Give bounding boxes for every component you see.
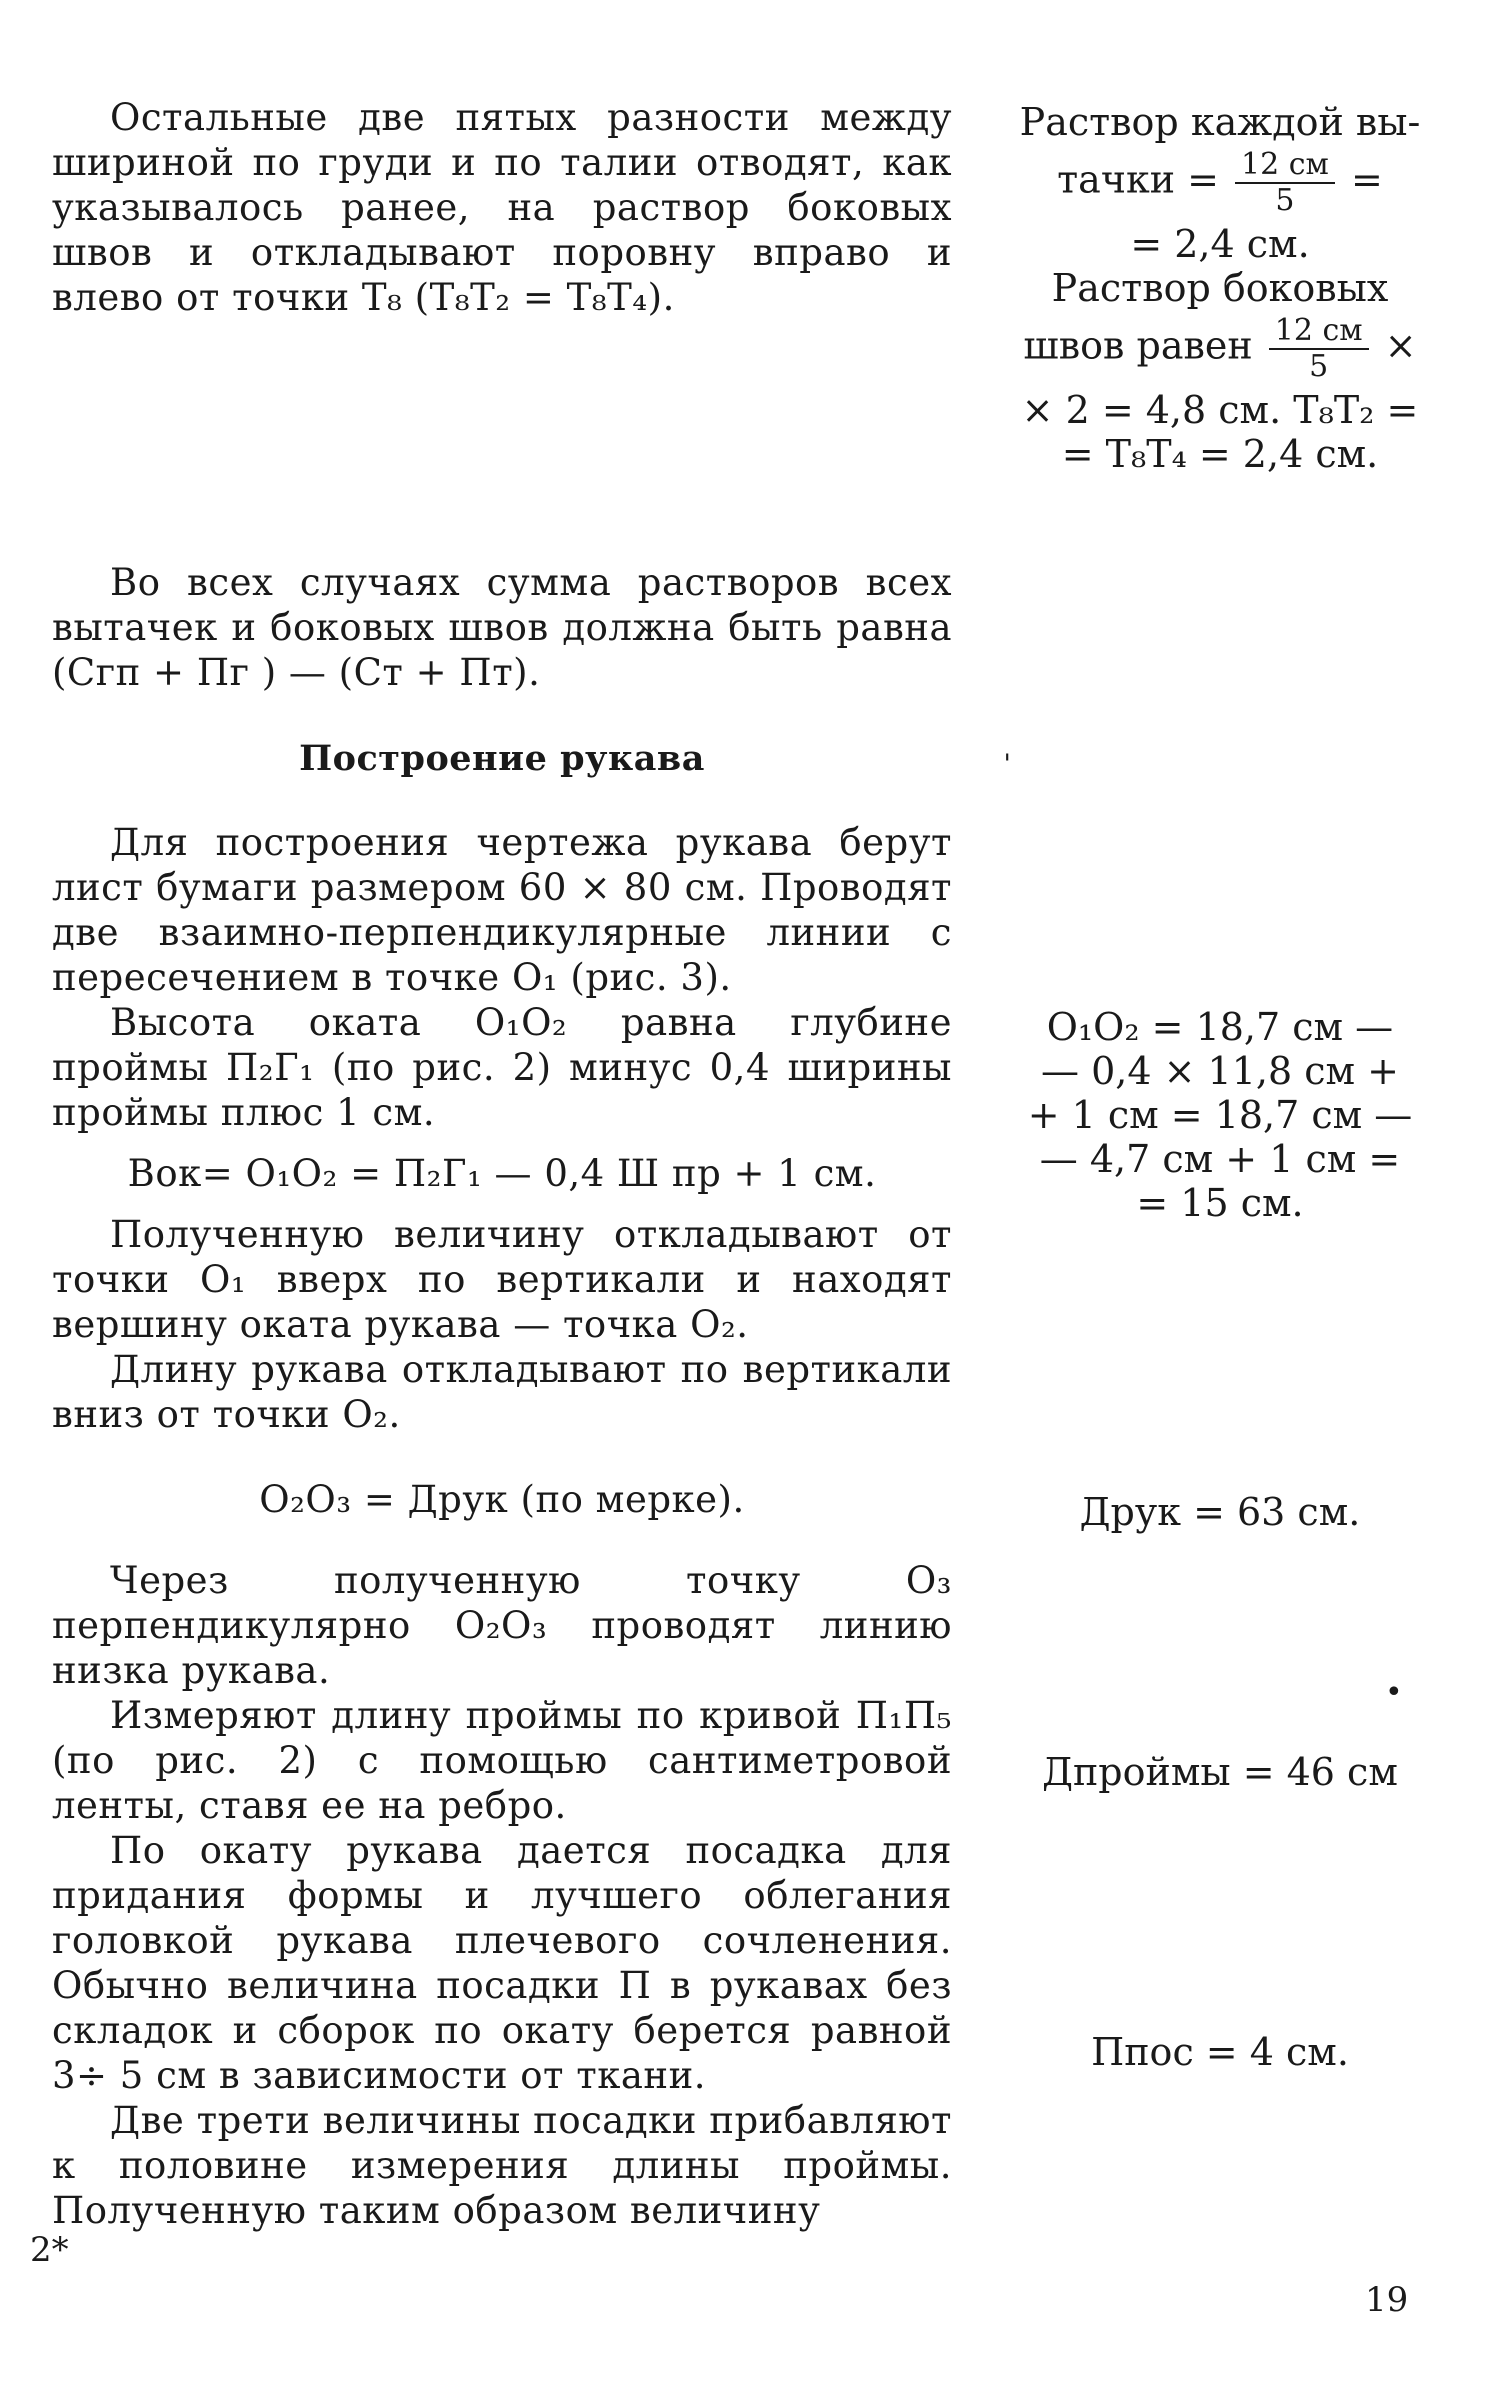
margin-note-darts (990, 100, 1450, 476)
paragraph-armhole: Измеряют длину проймы по кривой П₁П₅ (по рис. 2) с помощью сантиметровой ленты, ставя ее на ребро. (52, 1694, 952, 1827)
margin-line: — 0,4 × 11,8 см + (1041, 1049, 1399, 1093)
main-column-top (52, 95, 952, 320)
fraction (1235, 148, 1335, 218)
margin-line: × 2 = 4,8 см. Т₈Т₂ = (1021, 388, 1419, 432)
fraction-denominator: 5 (1309, 349, 1329, 384)
formula-cap-height: Вок= О₁О₂ = П₂Г₁ — 0,4 Ш пр + 1 см. (127, 1152, 877, 1195)
paragraph-sleeve-length: Длину рукава откладывают по вертикали вниз от точки О₂. (52, 1348, 952, 1436)
fraction-numerator: 12 см (1269, 314, 1369, 350)
paragraph-ease: По окату рукава дается посадка для придания формы и лучшего облегания головкой рукава плечевого сочленения. Обычно величина посадки П в рукавах без складок и сборок по окату берется равной 3÷ 5 см в зависимости от ткани. (52, 1829, 952, 2097)
margin-text: = (1351, 157, 1383, 202)
section-heading: Построение рукава (299, 738, 705, 779)
paragraph-cap-top: Полученную величину откладывают от точки О₁ вверх по вертикали и находят вершину оката рукава — точка О₂. (52, 1213, 952, 1346)
margin-note-armhole: Дпроймы = 46 см (1042, 1750, 1398, 1794)
formula-sleeve-length: О₂О₃ = Друк (по мерке). (259, 1478, 745, 1521)
fraction (1269, 314, 1369, 384)
paragraph-two-thirds: Две трети величины посадки прибавляют к половине измерения длины проймы. Полученную таким образом величину (52, 2099, 952, 2232)
paragraph-hem-line: Через полученную точку О₃ перпендикулярно О₂О₃ проводят линию низка рукава. (52, 1559, 952, 1692)
margin-text: тачки = (1057, 157, 1219, 202)
margin-line-fraction (990, 148, 1450, 218)
margin-line: Раствор боковых (1051, 266, 1389, 310)
margin-line-fraction (990, 314, 1450, 384)
margin-line: = Т₈Т₄ = 2,4 см. (1061, 432, 1379, 476)
stray-mark: • (1385, 1675, 1403, 1710)
stray-mark: ˌ (1003, 730, 1012, 765)
signature-mark: 2* (30, 2230, 69, 2270)
margin-text: × (1384, 323, 1417, 368)
paragraph-side-seams: Остальные две пятых разности между шириной по груди и по талии отводят, как указывалось ранее, на раствор боковых швов и откладывают поровну вправо и влево от точки Т₈ (Т₈Т₂ = Т₈Т₄). (52, 96, 952, 319)
main-column-sum (52, 560, 952, 695)
margin-line: = 15 см. (1136, 1181, 1304, 1225)
paragraph-sheet: Для построения чертежа рукава берут лист бумаги размером 60 × 80 см. Проводят две взаимно-перпендикулярные линии с пересечением в точке О₁ (рис. 3). (52, 821, 952, 999)
fraction-denominator: 5 (1275, 183, 1295, 218)
margin-line: О₁О₂ = 18,7 см — (1046, 1005, 1394, 1049)
margin-line: Раствор каждой вы- (1019, 100, 1421, 144)
main-column-sleeve (52, 820, 952, 2233)
margin-line: — 4,7 см + 1 см = (1039, 1137, 1401, 1181)
margin-line: + 1 см = 18,7 см — (1027, 1093, 1413, 1137)
page-number: 19 (1365, 2280, 1409, 2320)
margin-line: = 2,4 см. (1130, 222, 1310, 266)
margin-note-sleeve-length: Друк = 63 см. (1079, 1490, 1361, 1534)
paragraph-sum-rule: Во всех случаях сумма растворов всех вытачек и боковых швов должна быть равна (Сгп + Пг ) — (Ст + Пт). (52, 561, 952, 694)
fraction-numerator: 12 см (1235, 148, 1335, 184)
margin-text: швов равен (1023, 323, 1253, 368)
paragraph-cap-height: Высота оката О₁О₂ равна глубине проймы П₂Г₁ (по рис. 2) минус 0,4 ширины проймы плюс 1 см. (52, 1001, 952, 1134)
margin-note-cap (990, 1005, 1450, 1225)
margin-note-ease: Ппос = 4 см. (1091, 2030, 1349, 2074)
